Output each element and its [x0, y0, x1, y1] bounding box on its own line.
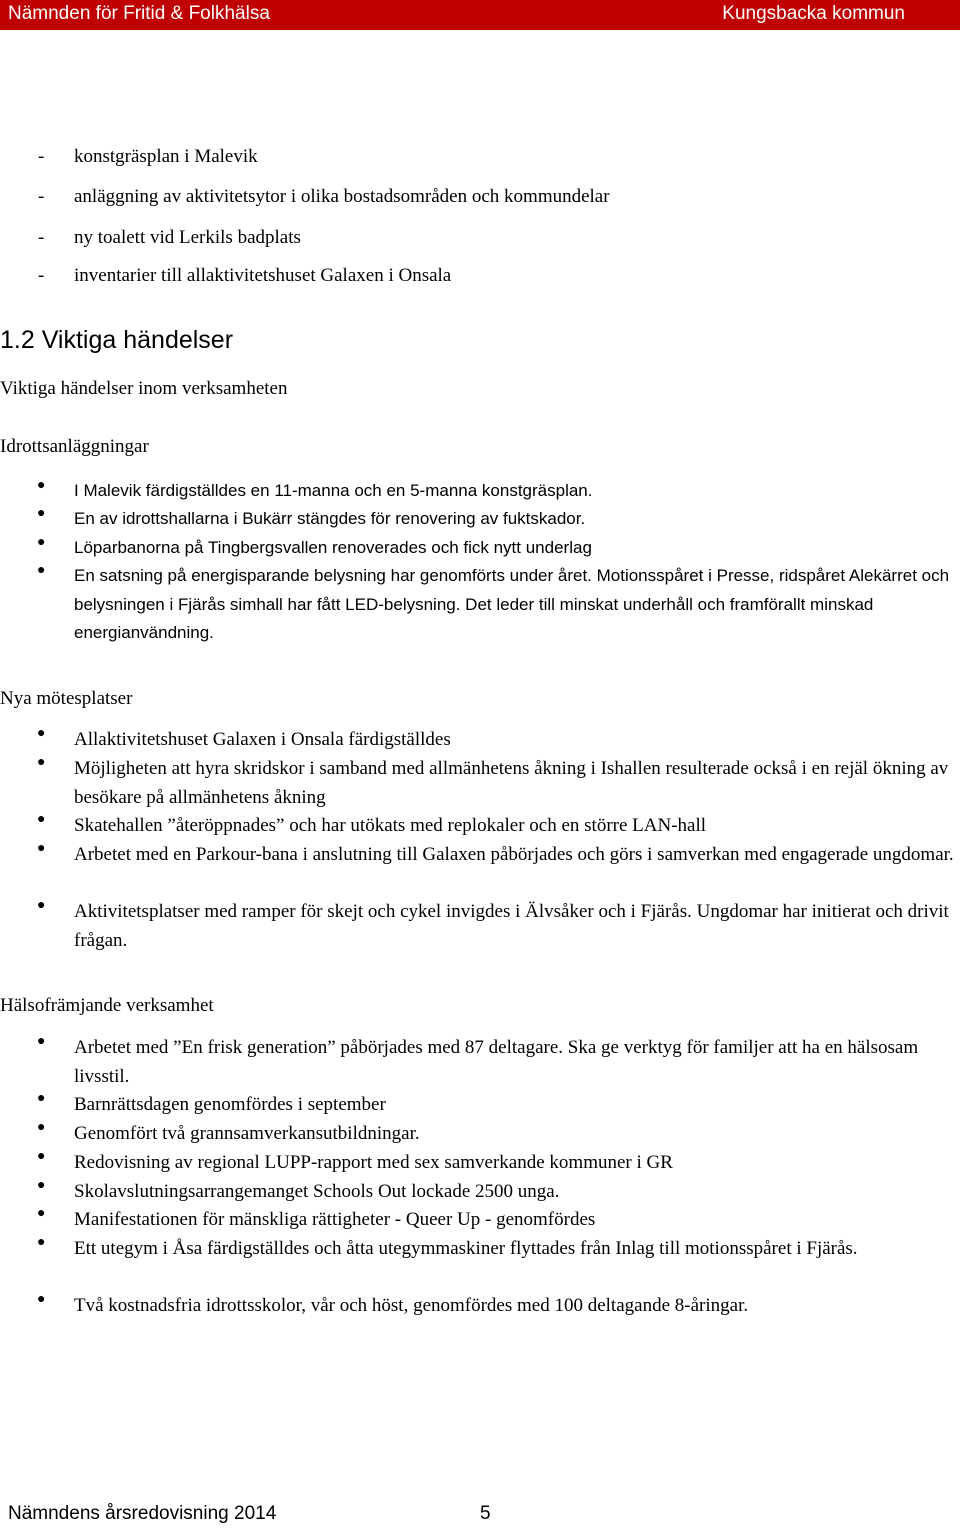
bullet-icon: ●: [37, 561, 46, 577]
page-header: [0, 0, 960, 30]
bullet-icon: ●: [37, 1149, 46, 1164]
list-item-text: Allaktivitetshuset Galaxen i Onsala färdigställdes: [74, 729, 451, 750]
dash-marker: -: [38, 146, 45, 167]
list-item-text: Arbetet med ”En frisk generation” påbörjades med 87 deltagare. Ska ge verktyg för familjer att ha en hälsosam livsstil.: [74, 1037, 919, 1087]
bullet-icon: ●: [37, 1292, 46, 1307]
bullet-icon: ●: [37, 504, 46, 520]
list-item-text: Manifestationen för mänskliga rättigheter - Queer Up - genomfördes: [74, 1209, 596, 1230]
bullet-icon: ●: [37, 726, 46, 741]
dash-marker: -: [38, 227, 45, 248]
bullet-icon: ●: [37, 1091, 46, 1106]
list-item-text: I Malevik färdigställdes en 11-manna och en 5-manna konstgräsplan.: [74, 481, 593, 500]
list-item-text: Skolavslutningsarrangemanget Schools Out lockade 2500 unga.: [74, 1181, 560, 1202]
list-item-text: Möjligheten att hyra skridskor i samband med allmänhetens åkning i Ishallen resulterade också i en rejäl ökning av besökare på allmänhetens åkning: [74, 758, 949, 808]
dash-item-text: ny toalett vid Lerkils badplats: [74, 227, 301, 248]
bullet-icon: ●: [37, 1034, 46, 1049]
list-item-text: Genomfört två grannsamverkansutbildningar.: [74, 1123, 420, 1144]
bullet-icon: ●: [37, 812, 46, 827]
list-item-text: Aktivitetsplatser med ramper för skejt och cykel invigdes i Älvsåker och i Fjärås. Ungdomar har initierat och drivit frågan.: [74, 901, 949, 951]
list-item-text: En satsning på energisparande belysning har genomförts under året. Motionsspåret i Presse, ridspåret Alekärret och belysningen i Fjärås simhall har fått LED-belysning. Det leder till minskat underhåll och framförallt minskad energianvändning.: [74, 566, 950, 642]
group-title: Idrottsanläggningar: [0, 436, 149, 457]
group-title: Nya mötesplatser: [0, 688, 133, 709]
dash-item-text: konstgräsplan i Malevik: [74, 146, 258, 167]
footer-title: Nämndens årsredovisning 2014: [8, 1503, 277, 1524]
bullet-icon: ●: [37, 1235, 46, 1250]
list-item-text: Barnrättsdagen genomfördes i september: [74, 1094, 386, 1115]
header-right-text: Kungsbacka kommun: [722, 3, 905, 24]
header-left-text: Nämnden för Fritid & Folkhälsa: [8, 3, 270, 24]
page-number: 5: [480, 1503, 491, 1524]
bullet-icon: ●: [37, 841, 46, 856]
list-item-text: Löparbanorna på Tingbergsvallen renoverades och fick nytt underlag: [74, 538, 592, 557]
dash-marker: -: [38, 186, 45, 207]
dash-item-text: inventarier till allaktivitetshuset Galaxen i Onsala: [74, 265, 452, 286]
group-title: Hälsofrämjande verksamhet: [0, 995, 214, 1016]
list-item-text: En av idrottshallarna i Bukärr stängdes för renovering av fuktskador.: [74, 509, 586, 528]
list-item-text: Ett utegym i Åsa färdigställdes och åtta utegymmaskiner flyttades från Inlag till motionsspåret i Fjärås.: [74, 1238, 858, 1259]
list-item-text: Två kostnadsfria idrottsskolor, vår och höst, genomfördes med 100 deltagande 8-åringar.: [74, 1295, 749, 1316]
bullet-icon: ●: [37, 1120, 46, 1135]
bullet-icon: ●: [37, 533, 46, 549]
bullet-icon: ●: [37, 476, 46, 492]
section-subheading: Viktiga händelser inom verksamheten: [0, 378, 288, 399]
list-item-text: Arbetet med en Parkour-bana i anslutning till Galaxen påbörjades och görs i samverkan med engagerade ungdomar.: [74, 844, 954, 865]
bullet-icon: ●: [37, 898, 46, 913]
dash-marker: -: [38, 265, 45, 286]
list-item-text: Redovisning av regional LUPP-rapport med sex samverkande kommuner i GR: [74, 1152, 673, 1173]
bullet-icon: ●: [37, 755, 46, 770]
list-item-text: Skatehallen ”återöppnades” och har utökats med replokaler och en större LAN-hall: [74, 815, 707, 836]
bullet-icon: ●: [37, 1206, 46, 1221]
section-heading: 1.2 Viktiga händelser: [0, 326, 234, 354]
dash-item-text: anläggning av aktivitetsytor i olika bostadsområden och kommundelar: [74, 186, 610, 207]
bullet-icon: ●: [37, 1178, 46, 1193]
